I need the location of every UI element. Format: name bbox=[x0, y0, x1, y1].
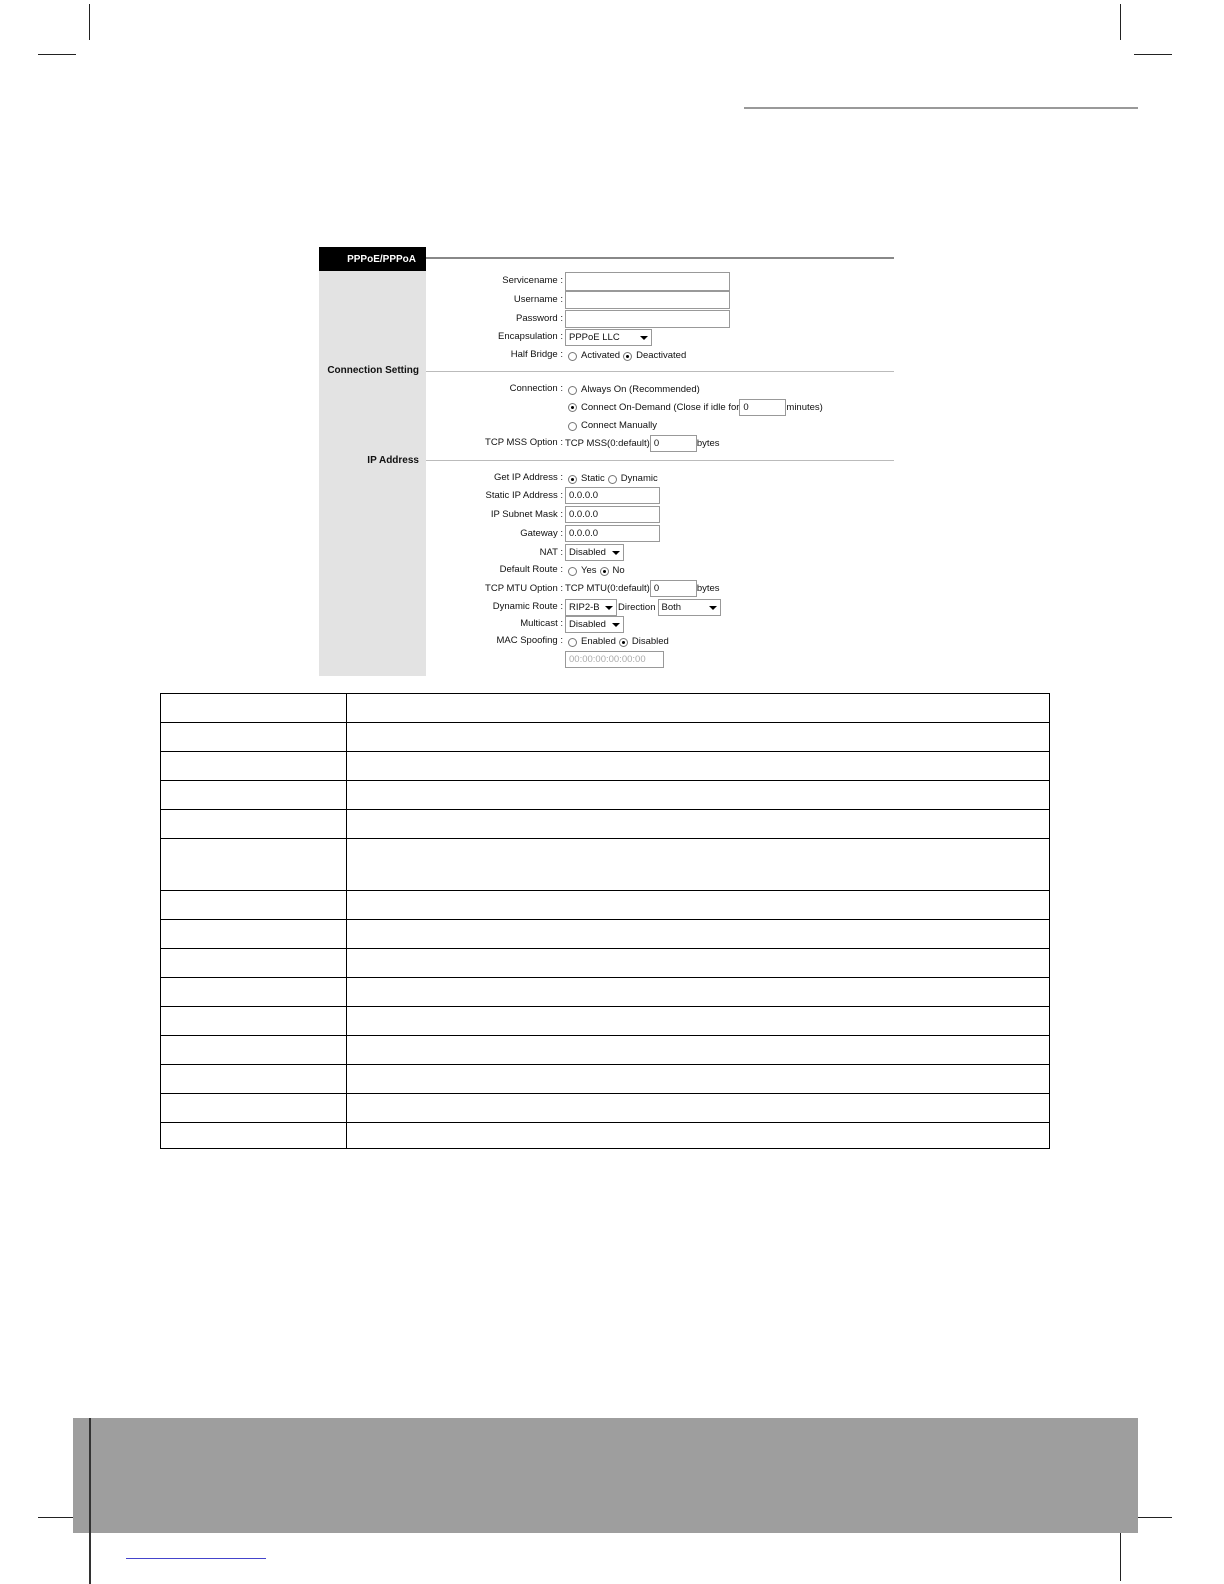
servicename-input[interactable] bbox=[565, 272, 730, 291]
section-divider bbox=[426, 371, 894, 372]
tcp-mss-label: TCP MSS Option : bbox=[485, 437, 563, 448]
tcp-mss-row bbox=[565, 435, 720, 452]
connection-always-on-radio[interactable] bbox=[568, 386, 577, 395]
table-cell bbox=[347, 1007, 1050, 1036]
section-connection-setting: Connection Setting bbox=[327, 365, 419, 376]
password-input[interactable] bbox=[565, 310, 730, 328]
half-bridge-activated-label: Activated bbox=[581, 350, 621, 361]
get-ip-label: Get IP Address : bbox=[493, 472, 563, 483]
mac-address-input[interactable]: 00:00:00:00:00:00 bbox=[565, 651, 664, 668]
default-route-label: Default Route : bbox=[499, 564, 563, 575]
table-row bbox=[161, 723, 1050, 752]
table-cell bbox=[347, 1036, 1050, 1065]
connection-label: Connection : bbox=[509, 383, 563, 394]
tcp-mtu-prefix: TCP MTU(0:default) bbox=[565, 582, 650, 594]
connection-always-on-label: Always On (Recommended) bbox=[581, 384, 700, 395]
idle-minutes-input[interactable]: 0 bbox=[739, 399, 786, 416]
table-row bbox=[161, 752, 1050, 781]
chevron-down-icon bbox=[612, 551, 620, 555]
get-ip-row bbox=[565, 473, 658, 485]
crop-mark bbox=[1134, 1517, 1172, 1518]
table-cell bbox=[347, 752, 1050, 781]
table-cell bbox=[347, 1123, 1050, 1149]
mac-spoofing-row bbox=[565, 636, 669, 648]
gateway-row bbox=[565, 525, 660, 542]
username-input[interactable] bbox=[565, 291, 730, 309]
mac-address-row bbox=[565, 651, 664, 668]
default-route-row bbox=[565, 565, 625, 577]
crop-mark bbox=[1134, 54, 1172, 55]
section-ip-address: IP Address bbox=[367, 455, 419, 466]
chevron-down-icon bbox=[640, 336, 648, 340]
footer-band bbox=[73, 1418, 1138, 1533]
table-row bbox=[161, 1007, 1050, 1036]
nat-label: NAT : bbox=[539, 547, 563, 558]
table-cell bbox=[161, 1123, 347, 1149]
multicast-select[interactable] bbox=[565, 616, 624, 633]
crop-mark bbox=[38, 1517, 76, 1518]
tcp-mtu-label: TCP MTU Option : bbox=[485, 583, 563, 594]
table-row bbox=[161, 1094, 1050, 1123]
table-row bbox=[161, 1123, 1050, 1149]
half-bridge-deactivated-label: Deactivated bbox=[636, 350, 687, 361]
nat-row bbox=[565, 544, 624, 561]
gateway-input[interactable]: 0.0.0.0 bbox=[565, 525, 660, 542]
table-cell bbox=[161, 1007, 347, 1036]
tcp-mss-prefix: TCP MSS(0:default) bbox=[565, 437, 650, 449]
table-cell bbox=[161, 781, 347, 810]
idle-minutes-suffix: minutes) bbox=[786, 401, 823, 413]
table-row bbox=[161, 1036, 1050, 1065]
table-cell bbox=[347, 781, 1050, 810]
table-row bbox=[161, 978, 1050, 1007]
password-row bbox=[565, 310, 730, 328]
table-row bbox=[161, 891, 1050, 920]
mac-spoofing-enabled-radio[interactable] bbox=[568, 638, 577, 647]
chevron-down-icon bbox=[605, 606, 613, 610]
table-cell bbox=[161, 723, 347, 752]
footer-left-rule bbox=[89, 1418, 91, 1584]
table-cell bbox=[161, 810, 347, 839]
nat-select[interactable] bbox=[565, 544, 624, 561]
table-cell bbox=[161, 920, 347, 949]
table-row bbox=[161, 781, 1050, 810]
table-cell bbox=[347, 810, 1050, 839]
connection-on-demand-row bbox=[565, 399, 823, 416]
table-cell bbox=[161, 839, 347, 891]
table-cell bbox=[347, 920, 1050, 949]
subnet-label: IP Subnet Mask : bbox=[490, 509, 563, 520]
dynamic-route-select[interactable] bbox=[565, 599, 617, 616]
header-rule bbox=[744, 107, 1138, 109]
header-divider bbox=[426, 257, 894, 259]
connection-manual-row bbox=[565, 420, 657, 432]
crop-mark bbox=[38, 54, 76, 55]
half-bridge-activated-radio[interactable] bbox=[568, 352, 577, 361]
gateway-label: Gateway : bbox=[520, 528, 563, 539]
table-row bbox=[161, 694, 1050, 723]
subnet-input[interactable]: 0.0.0.0 bbox=[565, 506, 660, 523]
mac-spoofing-enabled-label: Enabled bbox=[581, 636, 616, 647]
table-cell bbox=[347, 694, 1050, 723]
connection-on-demand-label: Connect On-Demand (Close if idle for bbox=[581, 401, 740, 413]
table-cell bbox=[347, 949, 1050, 978]
table-cell bbox=[347, 839, 1050, 891]
get-ip-dynamic-label: Dynamic bbox=[620, 473, 658, 484]
direction-label: Direction bbox=[618, 601, 656, 613]
table-row bbox=[161, 1065, 1050, 1094]
panel-header-tab: PPPoE/PPPoA bbox=[319, 247, 426, 271]
multicast-row bbox=[565, 616, 624, 633]
table-cell bbox=[161, 949, 347, 978]
table-cell bbox=[161, 891, 347, 920]
static-ip-input[interactable]: 0.0.0.0 bbox=[565, 487, 660, 504]
table-cell bbox=[347, 723, 1050, 752]
username-row bbox=[565, 291, 730, 309]
table-row bbox=[161, 920, 1050, 949]
half-bridge-deactivated-radio[interactable] bbox=[623, 352, 632, 361]
crop-mark bbox=[1120, 4, 1121, 40]
default-route-no-label: No bbox=[612, 565, 625, 576]
dynamic-route-label: Dynamic Route : bbox=[492, 601, 563, 612]
dynamic-route-row bbox=[565, 599, 721, 616]
get-ip-static-label: Static bbox=[581, 473, 605, 484]
mac-spoofing-disabled-radio[interactable] bbox=[619, 638, 628, 647]
default-route-yes-label: Yes bbox=[581, 565, 597, 576]
chevron-down-icon bbox=[709, 606, 717, 610]
get-ip-dynamic-radio[interactable] bbox=[608, 475, 617, 484]
footer-link-underline[interactable] bbox=[126, 1558, 266, 1559]
static-ip-row bbox=[565, 487, 660, 504]
direction-select[interactable] bbox=[658, 599, 721, 616]
half-bridge-label: Half Bridge : bbox=[510, 349, 563, 360]
encapsulation-label: Encapsulation : bbox=[498, 331, 563, 342]
connection-manual-radio[interactable] bbox=[568, 422, 577, 431]
crop-mark bbox=[1120, 1533, 1121, 1581]
subnet-row bbox=[565, 506, 660, 523]
tcp-mtu-suffix: bytes bbox=[696, 582, 720, 594]
pppoe-settings-panel bbox=[319, 247, 894, 676]
table-cell bbox=[161, 978, 347, 1007]
default-route-no-radio[interactable] bbox=[600, 567, 609, 576]
table-row bbox=[161, 839, 1050, 891]
half-bridge-row bbox=[565, 350, 686, 362]
encapsulation-value: PPPoE LLC bbox=[569, 332, 620, 343]
section-divider bbox=[426, 460, 894, 461]
table-row bbox=[161, 810, 1050, 839]
default-route-yes-radio[interactable] bbox=[568, 567, 577, 576]
tcp-mtu-input[interactable]: 0 bbox=[650, 580, 697, 597]
mac-spoofing-disabled-label: Disabled bbox=[631, 636, 669, 647]
table-row bbox=[161, 949, 1050, 978]
encapsulation-row bbox=[565, 329, 652, 346]
connection-on-demand-radio[interactable] bbox=[568, 403, 577, 412]
password-label: Password : bbox=[516, 313, 563, 324]
table-cell bbox=[347, 1094, 1050, 1123]
multicast-label: Multicast : bbox=[520, 618, 563, 629]
nat-value: Disabled bbox=[569, 547, 606, 558]
static-ip-label: Static IP Address : bbox=[485, 490, 563, 501]
encapsulation-select[interactable] bbox=[565, 329, 652, 346]
servicename-label: Servicename : bbox=[502, 275, 563, 286]
direction-value: Both bbox=[661, 602, 682, 613]
table-cell bbox=[161, 1094, 347, 1123]
crop-mark bbox=[89, 4, 90, 40]
tcp-mss-input[interactable]: 0 bbox=[650, 435, 697, 452]
tcp-mtu-row bbox=[565, 580, 720, 597]
table-cell bbox=[347, 978, 1050, 1007]
dynamic-route-value: RIP2-B bbox=[569, 602, 600, 613]
multicast-value: Disabled bbox=[569, 619, 606, 630]
servicename-row bbox=[565, 272, 730, 291]
mac-spoofing-label: MAC Spoofing : bbox=[496, 635, 563, 646]
tcp-mss-suffix: bytes bbox=[696, 437, 720, 449]
get-ip-static-radio[interactable] bbox=[568, 475, 577, 484]
chevron-down-icon bbox=[612, 623, 620, 627]
table-cell bbox=[161, 1065, 347, 1094]
table-cell bbox=[347, 1065, 1050, 1094]
table-cell bbox=[161, 752, 347, 781]
connection-always-on-row bbox=[565, 384, 700, 396]
description-table bbox=[160, 693, 1050, 1149]
table-cell bbox=[161, 694, 347, 723]
table-cell bbox=[347, 891, 1050, 920]
connection-manual-label: Connect Manually bbox=[581, 420, 658, 431]
table-cell bbox=[161, 1036, 347, 1065]
username-label: Username : bbox=[513, 294, 563, 305]
